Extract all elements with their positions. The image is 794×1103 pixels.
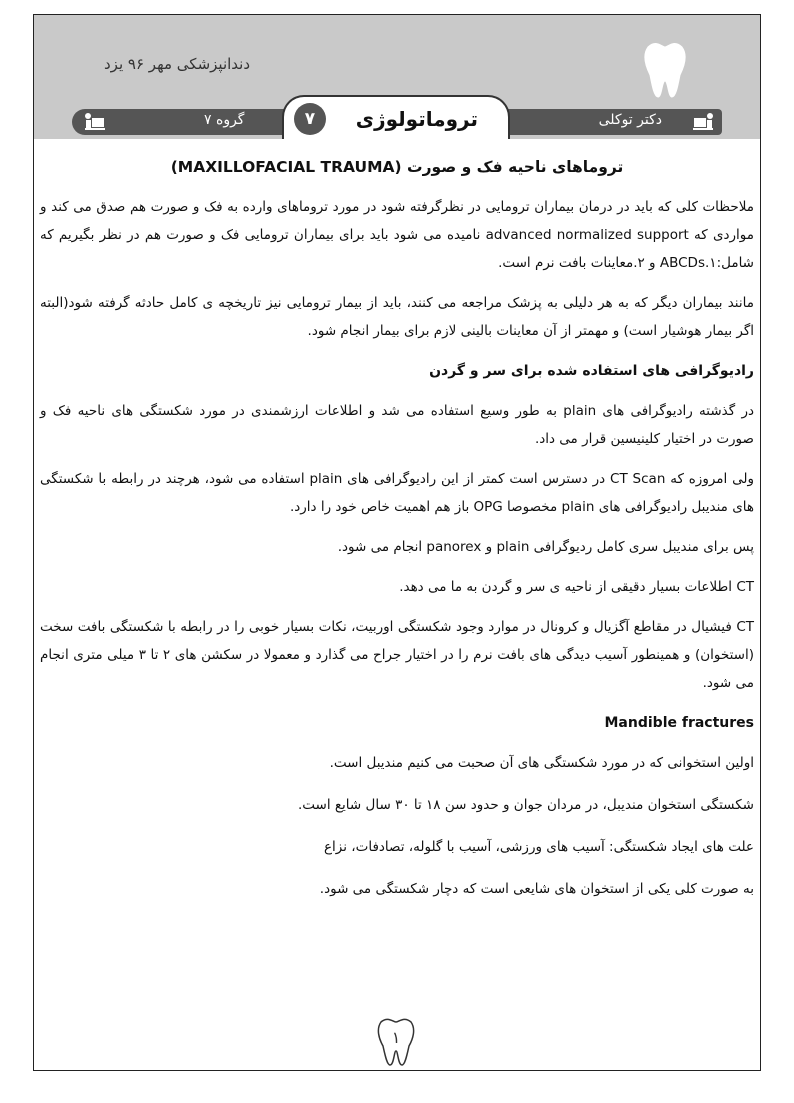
teacher-icon: [690, 112, 716, 136]
paragraph: مانند بیماران دیگر که به هر دلیلی به پزشک مراجعه می کنند، باید از بیمار ترومایی نیز تاریخچه ی کامل حادثه گرفته شود(البته اگر بیمار هوشیار است) و مهمتر از آن معاینات بالینی لازم برای بیمار انجام شود.: [40, 295, 754, 339]
teacher-icon: [82, 112, 108, 136]
school-label: دندانپزشکی مهر ۹۶ یزد: [104, 55, 251, 73]
paragraph: ملاحظات کلی که باید در درمان بیماران ترومایی در نظرگرفته شود در مورد تروماهای وارده به فک و صورت هم صدق می کند و مواردی که advanced normalized support نامیده می شود باید برای بیماران ترومایی فک و صورت هم در نظر بگیریم که شامل:۱.ABCDs و ۲.معاینات بافت نرم است.: [40, 199, 755, 271]
course-title: تروماتولوژی: [355, 107, 478, 131]
paragraph: CT اطلاعات بسیار دقیقی از ناحیه ی سر و گردن به ما می دهد.: [399, 579, 754, 595]
main-heading: تروماهای ناحیه فک و صورت (MAXILLOFACIAL TRAUMA): [170, 158, 624, 176]
document-page: [33, 14, 761, 1071]
paragraph: در گذشته رادیوگرافی های plain به طور وسیع استفاده می شد و اطلاعات ارزشمندی در مورد شکستگی های ناحیه فک و صورت در اختیار کلینیسین قرار می داد.: [40, 403, 754, 447]
paragraph: علت های ایجاد شکستگی: آسیب های ورزشی، آسیب با گلوله، تصادفات، نزاع: [323, 839, 754, 855]
paragraph: شکستگی استخوان مندیبل، در مردان جوان و حدود سن ۱۸ تا ۳۰ سال شایع است.: [297, 797, 754, 813]
tooth-icon: [642, 41, 688, 103]
section-heading: Mandible fractures: [604, 715, 754, 731]
group-label: گروه ۷: [204, 112, 245, 128]
paragraph: CT فیشیال در مقاطع آگزیال و کرونال در موارد وجود شکستگی اوربیت، نکات بسیار خوبی را در رابطه با شکستگی بافت سخت (استخوان) و همینطور آسیب دیدگی های بافت نرم را در اختیار جراح می گذارد و معمولا در سکشن های ۲ تا ۳ میلی متری انجام می شود.: [40, 619, 754, 691]
paragraph: پس برای مندیبل سری کامل ردیوگرافی plain و panorex انجام می شود.: [337, 539, 754, 555]
tooth-icon: [376, 1017, 416, 1067]
page-number-tooth: [376, 1017, 416, 1071]
doctor-label: دکتر توکلی: [598, 112, 662, 128]
paragraph: به صورت کلی یکی از استخوان های شایعی است که دچار شکستگی می شود.: [319, 881, 754, 897]
page-content: [40, 153, 754, 903]
paragraph: ولی امروزه که CT Scan در دسترس است کمتر از این رادیوگرافی های plain استفاده می شود، هرچند در رابطه با شکستگی های مندیبل رادیوگرافی های plain مخصوصا OPG باز هم اهمیت خاص خود را دارد.: [40, 471, 755, 515]
section-heading: رادیوگرافی های استفاده شده برای سر و گردن: [429, 363, 754, 379]
page-number: ۱: [391, 1028, 401, 1047]
course-tab: [282, 95, 510, 139]
page-header: [34, 15, 760, 139]
paragraph: اولین استخوانی که در مورد شکستگی های آن صحبت می کنیم مندیبل است.: [329, 755, 754, 771]
session-number: ۷: [294, 103, 326, 135]
